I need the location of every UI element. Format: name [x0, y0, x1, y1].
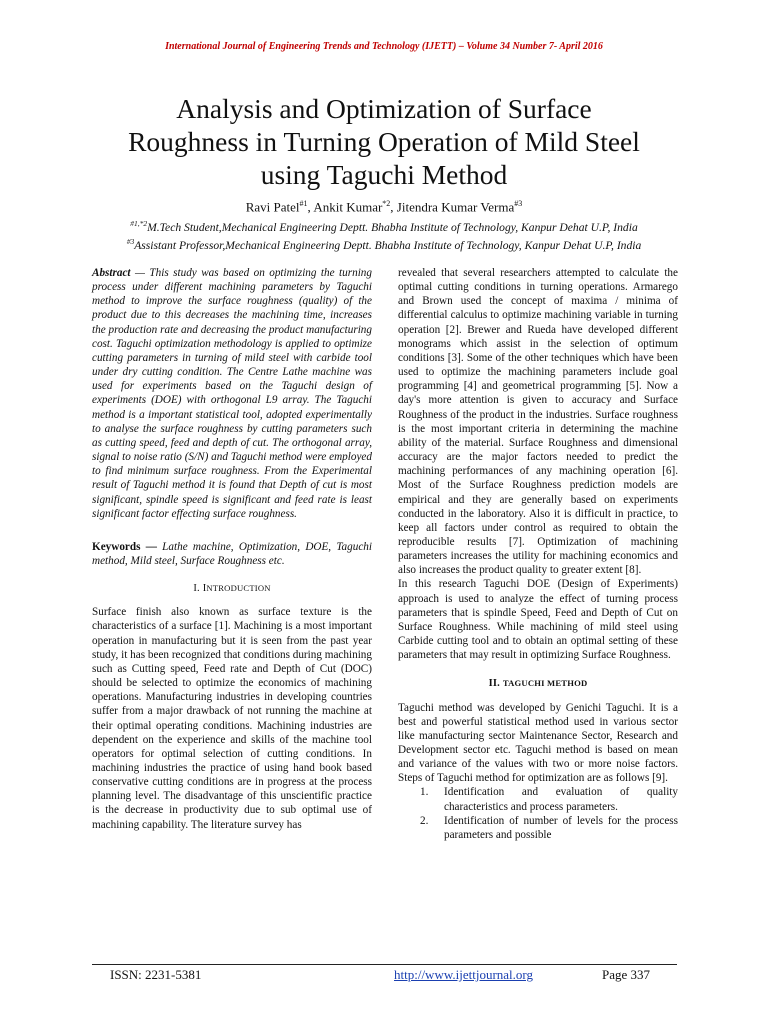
abstract-label: Abstract — [92, 267, 131, 279]
section-number: I. — [193, 583, 200, 595]
author-name: Ravi Patel — [245, 199, 300, 215]
steps-list — [398, 785, 678, 842]
title-line-3: using Taguchi Method — [260, 159, 508, 190]
introduction-text: Surface finish also known as surface texture is the characteristics of a surface [1]. Machining is a most important operation in manufacturing but it is seen from the past year study, it has been recognized that conditions during machining such as Cutting speed, Feed rate and Depth of Cut (DOC) should be selected to optimize the economics of machining operations. Manufacturing industries in developing countries suffer from a major drawback of not running the machine at their optimal operating conditions. Machining industries are dependent on the experience and skills of the machine tool operators for optimal selection of cutting conditions. In machining industries the practice of using hand book based conservative cutting conditions are in progress at the process planning level. The disadvantage of this unscientific practice is the decrease in productivity due to sub optimal use of machining capability. The literature survey has — [92, 606, 372, 831]
abstract — [92, 266, 372, 521]
affiliation — [0, 235, 768, 253]
section-number: II. — [488, 678, 501, 690]
title-line-2: Roughness in Turning Operation of Mild Steel — [128, 126, 640, 157]
journal-header: International Journal of Engineering Trends and Technology (IJETT) – Volume 34 Number 7- April 2016 — [165, 41, 603, 52]
author-separator: , — [390, 199, 397, 215]
list-number: 1. — [420, 786, 429, 799]
section-title: TAGUCHI METHOD — [502, 678, 588, 689]
paper-title — [60, 92, 708, 191]
affiliation-text: Assistant Professor,Mechanical Engineering Deptt. Bhabha Institute of Technology, Kanpur Dehat U.P, India — [134, 238, 642, 252]
list-number: 2. — [420, 814, 429, 827]
list-item — [398, 785, 678, 813]
body-paragraph: In this research Taguchi DOE (Design of Experiments) approach is used to analyze the effect of turning process parameters that is spindle Speed, Feed and Depth of Cut on Surface Roughness. While machining of mild steel using Carbide cutting tool and to obtain an optimal setting of these parameters that may result in optimizing Surface Roughness. — [398, 578, 678, 662]
left-column — [92, 266, 372, 832]
author-mark: #3 — [514, 199, 523, 208]
footer — [92, 967, 677, 983]
affiliation-mark: #3 — [126, 237, 135, 246]
section-title-rest: NTRODUCTION — [206, 583, 271, 594]
keywords — [92, 540, 372, 568]
right-column — [398, 266, 678, 842]
title-line-1: Analysis and Optimization of Surface — [176, 93, 592, 124]
affiliation-mark: #1,*2 — [130, 219, 148, 228]
list-item — [398, 814, 678, 842]
keywords-text: Lathe machine, Optimization, DOE, Taguchi method, Mild steel, Surface Roughness etc. — [92, 540, 372, 567]
abstract-separator: — — [130, 267, 150, 279]
section-title-initial: I — [202, 583, 207, 595]
author-mark: *2 — [382, 199, 391, 208]
body-paragraph: revealed that several researchers attempted to calculate the optimal cutting conditions in turning operations. Armarego and Brown used the concept of maxima / minima of differential calculus to optimize machining variable in turning operation [2]. Brewer and Rueda have developed different monograms which assist in the selection of optimum conditions [3]. Some of the other techniques which have been used to optimize the machining parameters include goal programming [4] and geometrical programming [5]. Now a day's more attention is given to accuracy and Surface Roughness of the product in the industries. Surface roughness is the most important criteria in determining the machine ability of the material. Surface Roughness and dimensional accuracy are the major factors needed to predict the machining performances of any machining operation [6]. Most of the Surface Roughness prediction models are empirical and they are generally based on experiments conducted in the laboratory. Also it is difficult in practice, to keep all factors under control as required to obtain the reproducible results [7]. Optimization of machining parameters increases the utility for machining economics and also increases the product quality to greater extent [8]. — [398, 267, 678, 577]
affiliation — [0, 217, 768, 235]
section-heading — [92, 581, 372, 596]
author-mark: #1 — [299, 199, 308, 208]
author-separator: , — [307, 199, 314, 215]
list-text: Identification of number of levels for the process parameters and possible — [444, 814, 678, 841]
affiliation-text: M.Tech Student,Mechanical Engineering Deptt. Bhabha Institute of Technology, Kanpur Dehat U.P, India — [147, 220, 638, 234]
abstract-text: This study was based on optimizing the turning process under different machining parameters by Taguchi method to improve the surface roughness (quality) of the product due to this decreases the machining time, increases the production rate and decreasing the product manufacturing cost. Taguchi optimization methodology is applied to optimize cutting parameters in turning of mild steel with carbide tool under dry cutting condition. The Centre Lathe machine was used for experiments based on the Taguchi design of experiments (DOE) with orthogonal L9 array. The Taguchi method is a important statistical tool, adopted experimentally to analyse the surface roughness by cutting parameters such as cutting speed, feed and depth of cut. The orthogonal array, signal to noise ratio (S/N) and Taguchi method were employed to find minimum surface roughness. From the Experimental result of Taguchi method it is found that Depth of cut is most significant, spindle speed is significant and feed rate is least significant factor effecting surface roughness. — [92, 267, 372, 520]
taguchi-text: Taguchi method was developed by Genichi Taguchi. It is a best and powerful statistical method used in various sector like manufacturing sector Maintenance Sector, Research and Development sector etc. Taguchi method is based on mean and variance of the values with two or more noise factors. Steps of Taguchi method for optimization are as follows [9]. — [398, 701, 678, 785]
author-name: Jitendra Kumar Verma — [396, 199, 515, 215]
keywords-separator: — — [140, 540, 163, 553]
footer-rule — [92, 964, 677, 965]
keywords-label: Keywords — [92, 540, 141, 553]
journal-link[interactable]: http://www.ijettjournal.org — [394, 967, 534, 982]
page-number: Page 337 — [601, 967, 650, 982]
author-list — [0, 196, 768, 215]
list-text: Identification and evaluation of quality characteristics and process parameters. — [444, 786, 678, 813]
issn: ISSN: 2231-5381 — [110, 967, 202, 982]
author-name: Ankit Kumar — [313, 199, 383, 215]
section-heading — [398, 676, 678, 691]
